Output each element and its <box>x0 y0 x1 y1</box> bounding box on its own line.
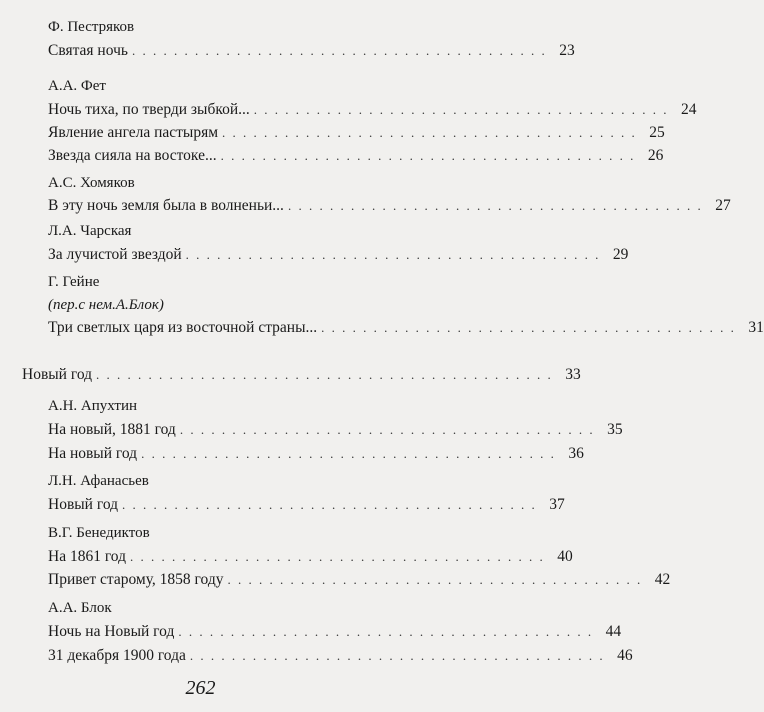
leader-dots: . . . . . . . . . . . . . . . . . . . . . . . . . . . . . . . . . . . . . . . . <box>122 497 537 512</box>
entry-title: Святая ночь <box>48 42 128 59</box>
page-number: 44 <box>605 623 622 640</box>
page-number: 37 <box>549 496 565 513</box>
leader-dots: . . . . . . . . . . . . . . . . . . . . . . . . . . . . . . . . . . . . . . . . <box>129 549 545 564</box>
leader-dots: . . . . . . . . . . . . . . . . . . . . . . . . . . . . . . . . . . . . . . . . <box>227 572 643 587</box>
leader-dots: . . . . . . . . . . . . . . . . . . . . . . . . . . . . . . . . . . . . . . . . <box>141 446 556 461</box>
page-number: 23 <box>559 42 575 59</box>
author-name: Г. Гейне <box>48 274 100 290</box>
toc-entry <box>48 317 764 339</box>
page-number: 42 <box>654 571 671 588</box>
author-name: А.С. Хомяков <box>48 175 135 191</box>
leader-dots: . . . . . . . . . . . . . . . . . . . . . . . . . . . . . . . . . . . . . . . . <box>253 102 669 117</box>
page-number: 33 <box>565 366 581 383</box>
page-number: 46 <box>617 647 633 664</box>
entry-title: За лучистой звездой <box>48 246 182 263</box>
entry-title: На 1861 год <box>48 548 126 565</box>
translator-note: (пер.с нем.А.Блок) <box>48 297 164 313</box>
page-number: 24 <box>681 101 697 118</box>
author-name: Л.Н. Афанасьев <box>48 473 149 489</box>
entry-title: Привет старому, 1858 году <box>48 571 224 588</box>
author-name: А.Н. Апухтин <box>48 398 138 414</box>
entry-title: Ночь тиха, по тверди зыбкой... <box>48 101 250 118</box>
author-name: В.Г. Бенедиктов <box>48 525 150 541</box>
page-number: 25 <box>649 124 665 141</box>
toc-entry <box>48 546 573 568</box>
leader-dots: . . . . . . . . . . . . . . . . . . . . . . . . . . . . . . . . . . . . . . . . <box>287 198 703 213</box>
author-name: А.А. Фет <box>48 78 106 94</box>
entry-title: Три светлых царя из восточной страны... <box>48 319 318 336</box>
page-number: 36 <box>568 445 584 462</box>
toc-entry <box>48 99 697 121</box>
leader-dots: . . . . . . . . . . . . . . . . . . . . . . . . . . . . . . . . . . . . . . . . <box>220 148 636 163</box>
toc-entry <box>48 195 731 217</box>
leader-dots: . . . . . . . . . . . . . . . . . . . . . . . . . . . . . . . . . . . . . . . . <box>189 648 605 663</box>
author-name: А.А. Блок <box>48 600 112 616</box>
leader-dots: . . . . . . . . . . . . . . . . . . . . . . . . . . . . . . . . . . . . . . . . <box>185 247 601 262</box>
leader-dots: . . . . . . . . . . . . . . . . . . . . . . . . . . . . . . . . . . . . . . . . . . . . <box>96 367 553 382</box>
page-number: 26 <box>647 147 664 164</box>
author-name: Ф. Пестряков <box>48 19 135 35</box>
entry-title: Звезда сияла на востоке... <box>48 147 217 164</box>
toc-entry <box>48 145 664 167</box>
page-number: 29 <box>612 246 629 263</box>
page-number: 27 <box>715 197 731 214</box>
toc-entry <box>48 122 665 144</box>
toc-entry <box>48 494 565 516</box>
leader-dots: . . . . . . . . . . . . . . . . . . . . . . . . . . . . . . . . . . . . . . . . <box>222 125 637 140</box>
leader-dots: . . . . . . . . . . . . . . . . . . . . . . . . . . . . . . . . . . . . . . . . <box>131 43 547 58</box>
page-number: 35 <box>607 421 623 438</box>
toc-entry <box>48 569 671 591</box>
toc-entry <box>48 40 575 62</box>
leader-dots: . . . . . . . . . . . . . . . . . . . . . . . . . . . . . . . . . . . . . . . . <box>178 624 594 639</box>
page-folio-number: 262 <box>185 677 216 699</box>
entry-title: На новый, 1881 год <box>48 421 176 438</box>
toc-entry <box>48 419 623 441</box>
entry-title: В эту ночь земля была в волненьи... <box>48 197 284 214</box>
toc-entry <box>48 645 633 667</box>
entry-title: Новый год <box>48 496 119 513</box>
toc-entry <box>48 443 584 465</box>
entry-title: На новый год <box>48 445 138 462</box>
entry-title: 31 декабря 1900 года <box>48 647 186 664</box>
page-number: 31 <box>748 319 764 336</box>
toc-entry <box>48 621 622 643</box>
entry-title: Явление ангела пастырям <box>48 124 219 141</box>
page-number: 40 <box>557 548 573 565</box>
author-name: Л.А. Чарская <box>48 223 132 239</box>
toc-entry <box>48 244 629 266</box>
entry-title: Ночь на Новый год <box>48 623 175 640</box>
leader-dots: . . . . . . . . . . . . . . . . . . . . . . . . . . . . . . . . . . . . . . . . <box>321 320 736 335</box>
section-entry <box>22 364 581 386</box>
section-title: Новый год <box>22 366 93 383</box>
leader-dots: . . . . . . . . . . . . . . . . . . . . . . . . . . . . . . . . . . . . . . . . <box>179 422 595 437</box>
